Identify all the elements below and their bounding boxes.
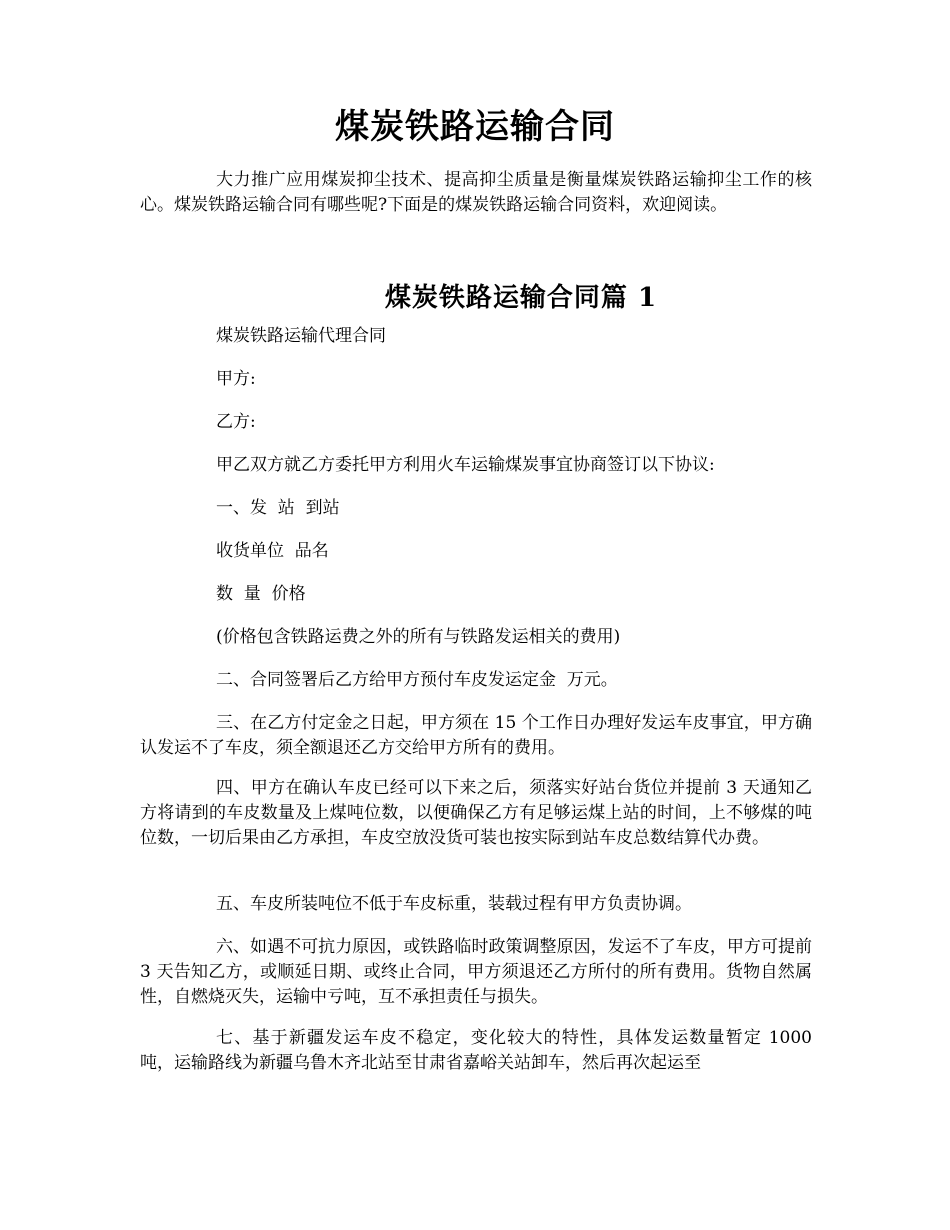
party-a-line: 甲方: [216,369,256,389]
clause-4: 四、甲方在确认车皮已经可以下来之后，须落实好站台货位并提前 3 天通知乙方将请到的车皮数量及上煤吨位数，以便确保乙方有足够运煤上站的时间，上不够煤的吨位数，一切后果由乙方承担，车皮空放没货可装也按实际到站车皮总数结算代办费。 [140,778,812,848]
clause-6: 六、如遇不可抗力原因，或铁路临时政策调整原因，发运不了车皮，甲方可提前 3 天告知乙方，或顺延日期、或终止合同，甲方须退还乙方所付的所有费用。货物自然属性，自燃烧灭失，运输中亏吨，互不承担责任与损失。 [140,937,812,1007]
clause-5: 五、车皮所装吨位不低于车皮标重，装载过程有甲方负责协调。 [216,894,692,914]
party-b-line: 乙方: [216,412,256,432]
clause-7: 七、基于新疆发运车皮不稳定，变化较大的特性，具体发运数量暂定 1000 吨，运输路线为新疆乌鲁木齐北站至甘肃省嘉峪关站卸车，然后再次起运至 [140,1028,812,1073]
clause-1-quantity: 数 量 价格 [216,584,306,604]
document-title: 煤炭铁路运输合同 [335,106,615,147]
contract-name: 煤炭铁路运输代理合同 [216,326,386,346]
clause-3: 三、在乙方付定金之日起，甲方须在 15 个工作日办理好发运车皮事宜，甲方确认发运不了车皮，须全额退还乙方交给甲方所有的费用。 [140,713,812,758]
clause-2: 二、合同签署后乙方给甲方预付车皮发运定金 万元。 [216,670,618,690]
section-title: 煤炭铁路运输合同篇 1 [384,282,658,313]
clause-1-consignee: 收货单位 品名 [216,541,329,561]
agreement-line: 甲乙双方就乙方委托甲方利用火车运输煤炭事宜协商签订以下协议: [216,455,715,475]
intro-paragraph: 大力推广应用煤炭抑尘技术、提高抑尘质量是衡量煤炭铁路运输抑尘工作的核心。煤炭铁路运输合同有哪些呢?下面是的煤炭铁路运输合同资料，欢迎阅读。 [140,170,812,215]
clause-1-stations: 一、发 站 到站 [216,498,340,518]
clause-1-price-note: (价格包含铁路运费之外的所有与铁路发运相关的费用) [216,627,621,647]
